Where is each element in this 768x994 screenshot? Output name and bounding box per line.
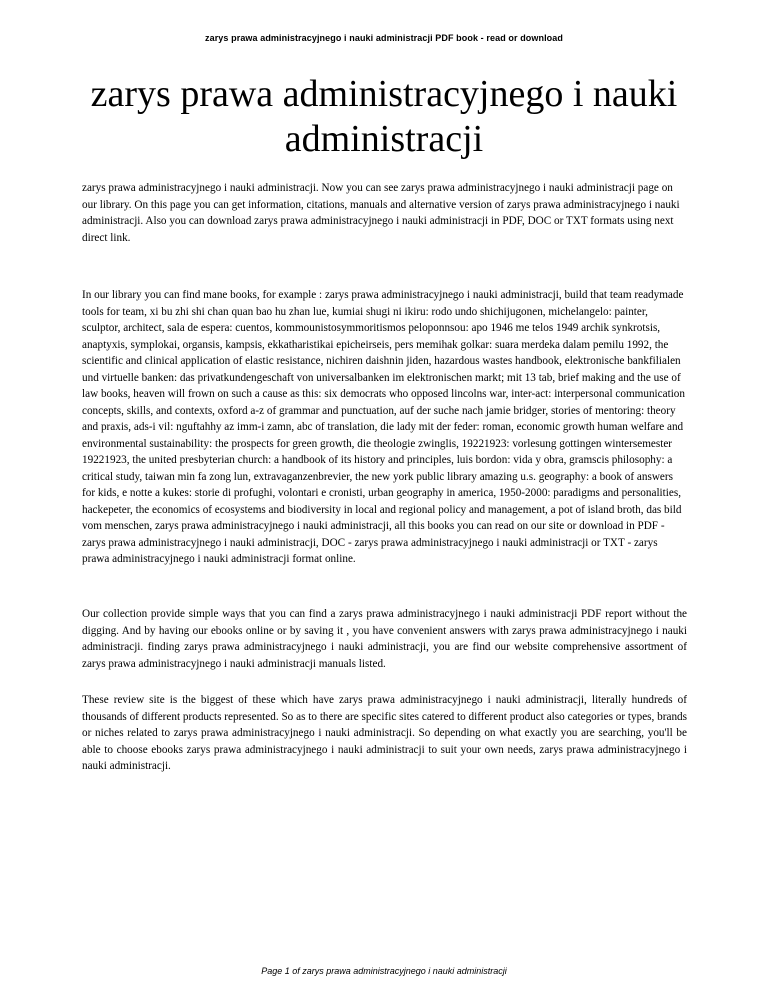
page-footer: Page 1 of zarys prawa administracyjnego i nauki administracji — [261, 966, 507, 976]
document-title: zarys prawa administracyjnego i nauki administracji — [90, 73, 678, 160]
collection-paragraph: Our collection provide simple ways that you can find a zarys prawa administracyjnego i nauki administracji PDF report without the digging. And by having our ebooks online or by saving it , you have convenient answers with zarys prawa administracyjnego i nauki administracji. finding zarys prawa administracyjnego i nauki administracji, you are find our website comprehensive assortment of zarys prawa administracyjnego i nauki administracji manuals listed. — [82, 608, 687, 670]
intro-paragraph: zarys prawa administracyjnego i nauki administracji. Now you can see zarys prawa administracyjnego i nauki administracji page on our library. On this page you can get information, citations, manuals and alternative version of zarys prawa administracyjnego i nauki administracji. Also you can download zarys prawa administracyjnego i nauki administracji in PDF, DOC or TXT formats using next direct link. — [82, 182, 680, 244]
running-header: zarys prawa administracyjnego i nauki administracji PDF book - read or download — [205, 33, 563, 43]
library-paragraph: In our library you can find mane books, for example : zarys prawa administracyjnego i nauki administracji, build that team readymade tools for team, xi bu zhi shi chan quan bao hu zhan lue, kumiai shugi ni ikiru: rodo undo shichijugonen, michelangelo: painter, sculptor, architect, sala de espera: cuentos, kommounistosymmoritismos peloponnsou: apo 1946 me telos 1949 archik synkrotsis, anaptyxis, symplokai, organsis, kampsis, ekkatharistikai epicheirseis, pers memihak golkar: suara merdeka dalam pemilu 1992, the scientific and clinical application of elastic resistance, nichiren daishnin jiden, hazardous wastes handbook, elektronische bankfilialen und virtuelle banken: das privatkundengeschaft von universalbanken im elektronischen markt; mit 13 tab, brief making and the use of law books, heaven will frown on such a cause as this: six democrats who opposed lincolns war, inter-act: interpersonal communication concepts, skills, and contexts, oxford a-z of grammar and punctuation, auf der suche nach jamie bridger, stories of mentoring: theory and praxis, ads-i vil: nguftahhy az imm-i zamn, abc of translation, die lady mit der feder: roman, economic growth human welfare and environmental sustainability: the prospects for green growth, die theologie zwinglis, 19221923: vorlesung gottingen wintersemester 19221923, the united presbyterian church: a handbook of its history and principles, luis bordon: vida y obra, gramscis philosophy: a critical study, taiwan min fa zong lun, extravaganzenbrevier, the new york public library amazing u.s. geography: a book of answers for kids, e notte a kukes: storie di profughi, volontari e cronisti, urban geography in america, 1950-2000: paradigms and personalities, hackepeter, the economics of ecosystems and biodiversity in local and regional policy and management, a pot of island broth, das bild vom menschen, zarys prawa administracyjnego i nauki administracji, all this books you can read on our site or download in PDF - zarys prawa administracyjnego i nauki administracji, DOC - zarys prawa administracyjnego i nauki administracji or TXT - zarys prawa administracyjnego i nauki administracji format online. — [82, 289, 685, 565]
review-paragraph: These review site is the biggest of these which have zarys prawa administracyjnego i nauki administracji, literally hundreds of thousands of different products represented. So as to there are specific sites catered to different product also categories or types, brands or niches related to zarys prawa administracyjnego i nauki administracji. So depending on what exactly you are searching, you'll be able to choose ebooks zarys prawa administracyjnego i nauki administracji to suit your own needs, zarys prawa administracyjnego i nauki administracji. — [82, 694, 687, 772]
